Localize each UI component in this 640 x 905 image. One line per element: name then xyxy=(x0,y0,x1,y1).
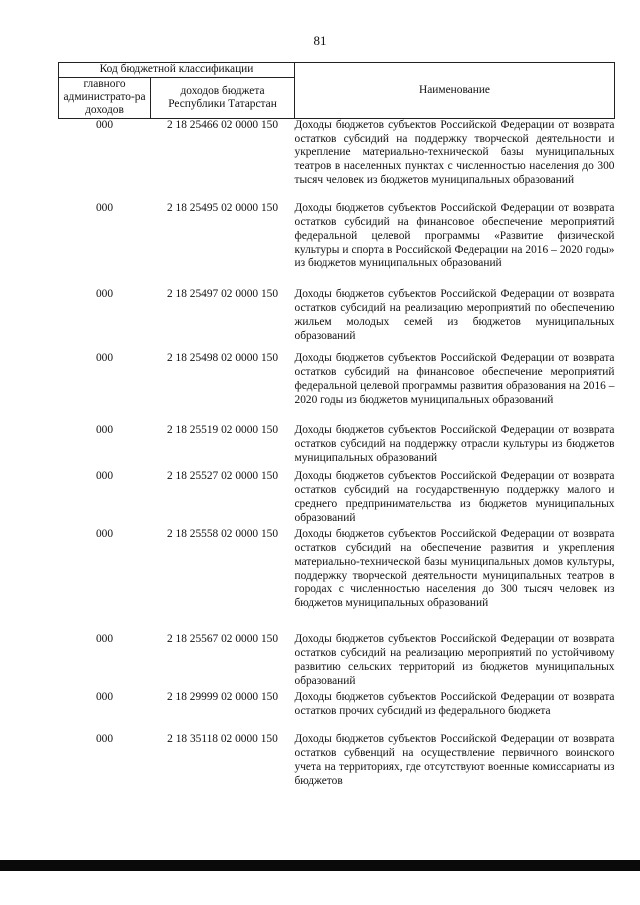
admin-code-cell: 000 xyxy=(95,691,114,704)
revenue-name-cell: Доходы бюджетов субъектов Российской Федерации от возврата остатков субсидий на финансовое обеспечение мероприятий федеральной целевой программы развития образования на 2016 – 2020 годы из бюджетов муниципальных образований xyxy=(294,352,615,406)
table-row xyxy=(59,424,615,470)
budget-classification-table xyxy=(58,62,615,793)
table-row xyxy=(59,633,615,691)
table-row xyxy=(59,288,615,352)
table-row xyxy=(59,470,615,528)
revenue-name-cell: Доходы бюджетов субъектов Российской Федерации от возврата остатков субсидий на поддержку отрасли культуры из бюджетов муниципальных образований xyxy=(294,424,615,464)
admin-code-cell: 000 xyxy=(95,118,114,131)
header-revenue-code: доходов бюджета Республики Татарстан xyxy=(151,77,295,118)
revenue-name-cell: Доходы бюджетов субъектов Российской Федерации от возврата остатков субсидий на финансовое обеспечение мероприятий федеральной целевой программы «Развитие физической культуры и спорта в Российской Федерации на 2016 – 2020 годы» из бюджетов муниципальных образований xyxy=(294,202,615,270)
revenue-name-cell: Доходы бюджетов субъектов Российской Федерации от возврата остатков субсидий на обеспечение развития и укрепления материально-технической базы муниципальных домов культуры, поддержку творческой деятельности муниципальных театров в городах с численностью населения до 300 тысяч человек из бюджетов муниципальных образований xyxy=(294,528,615,610)
header-chief-administrator: главного администрато-ра доходов xyxy=(59,77,151,118)
revenue-code-cell: 2 18 25495 02 0000 150 xyxy=(166,202,279,215)
revenue-code-cell: 2 18 25558 02 0000 150 xyxy=(166,528,279,541)
admin-code-cell: 000 xyxy=(95,424,114,437)
admin-code-cell: 000 xyxy=(95,470,114,483)
admin-code-cell: 000 xyxy=(95,202,114,215)
admin-code-cell: 000 xyxy=(95,528,114,541)
admin-code-cell: 000 xyxy=(95,352,114,365)
revenue-name-cell: Доходы бюджетов субъектов Российской Федерации от возврата остатков субсидий на государственную поддержку малого и среднего предпринимательства из бюджетов муниципальных образований xyxy=(294,470,615,524)
revenue-code-cell: 2 18 25527 02 0000 150 xyxy=(166,470,279,483)
revenue-code-cell: 2 18 25497 02 0000 150 xyxy=(166,288,279,301)
scan-edge-bar xyxy=(0,860,640,871)
revenue-name-cell: Доходы бюджетов субъектов Российской Федерации от возврата остатков субсидий на реализацию мероприятий по обеспечению жильем молодых семей из бюджетов муниципальных образований xyxy=(294,288,615,342)
revenue-code-cell: 2 18 25498 02 0000 150 xyxy=(166,352,279,365)
revenue-name-cell: Доходы бюджетов субъектов Российской Федерации от возврата остатков прочих субсидий из федерального бюджета xyxy=(294,691,615,718)
revenue-name-cell: Доходы бюджетов субъектов Российской Федерации от возврата остатков субсидий на реализацию мероприятий по устойчивому развитию сельских территорий из бюджетов муниципальных образований xyxy=(294,633,615,687)
table-row xyxy=(59,691,615,733)
revenue-name-cell: Доходы бюджетов субъектов Российской Федерации от возврата остатков субсидий на поддержку творческой деятельности и укрепление материально-технической базы муниципальных театров в населенных пунктах с численностью населения до 300 тысяч человек из бюджетов муниципальных образований xyxy=(294,118,615,186)
revenue-code-cell: 2 18 25466 02 0000 150 xyxy=(166,118,279,131)
table-row xyxy=(59,352,615,424)
admin-code-cell: 000 xyxy=(95,633,114,646)
header-budget-classification-code: Код бюджетной классификации xyxy=(59,63,295,78)
page-number: 81 xyxy=(313,33,327,48)
table-body xyxy=(59,118,615,793)
header-name: Наименование xyxy=(295,63,615,119)
table-row xyxy=(59,202,615,288)
revenue-code-cell: 2 18 35118 02 0000 150 xyxy=(167,733,278,746)
table-row xyxy=(59,118,615,202)
table-header xyxy=(59,63,615,119)
table-row xyxy=(59,733,615,793)
revenue-name-cell: Доходы бюджетов субъектов Российской Федерации от возврата остатков субвенций на осуществление первичного воинского учета на территориях, где отсутствуют военные комиссариаты из бюджетов xyxy=(294,733,615,787)
admin-code-cell: 000 xyxy=(95,288,114,301)
admin-code-cell: 000 xyxy=(95,733,114,746)
revenue-code-cell: 2 18 25567 02 0000 150 xyxy=(166,633,279,646)
revenue-code-cell: 2 18 29999 02 0000 150 xyxy=(166,691,279,704)
revenue-code-cell: 2 18 25519 02 0000 150 xyxy=(166,424,279,437)
table-row xyxy=(59,528,615,633)
